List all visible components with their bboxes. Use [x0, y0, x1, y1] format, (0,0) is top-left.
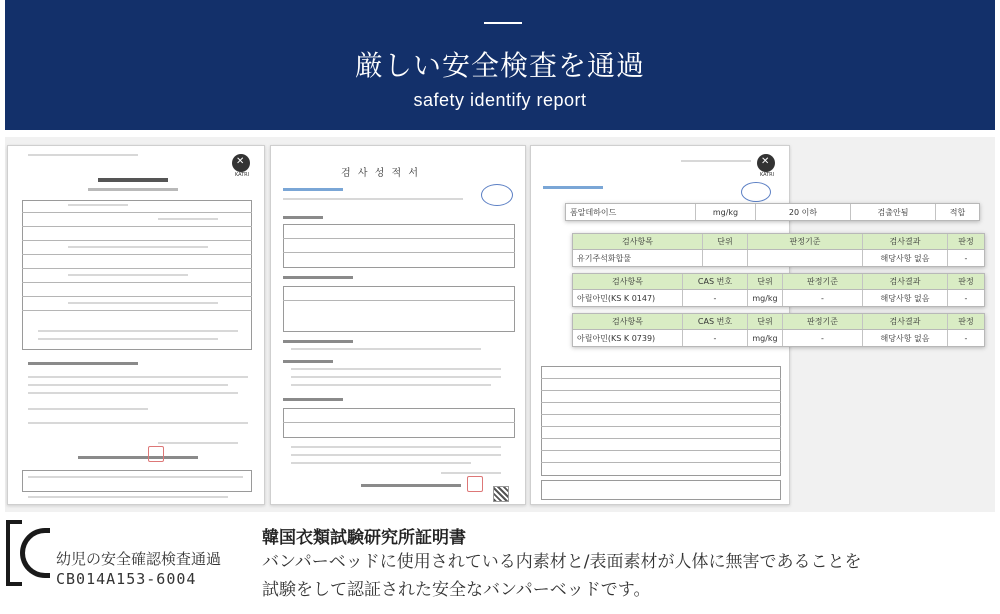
table-cell: - [964, 253, 968, 263]
table-header: 검사결과 [863, 234, 948, 249]
table-cell: - [683, 290, 748, 306]
header-banner [5, 0, 995, 130]
description-line-1: バンパーベッドに使用されている内素材と/表面素材が人体に無害であることを [262, 552, 862, 572]
katri-logo: ✕ KATRI [232, 154, 252, 176]
table-cell [748, 250, 863, 266]
table-header: 판정 [958, 237, 974, 246]
table-cell: - [783, 330, 863, 346]
table-cell: mg/kg [748, 330, 783, 346]
formaldehyde-verdict: 적합 [949, 207, 966, 217]
table-header: 판정 [958, 317, 974, 326]
formaldehyde-unit: mg/kg [696, 204, 756, 220]
table-header: 단위 [703, 234, 748, 249]
banner-subtitle: safety identify report [413, 90, 587, 110]
description-line-2: 試験をして認証された安全なバンパーベッドです。 [262, 580, 651, 600]
kc-certification-icon [6, 520, 50, 588]
table-cell: - [964, 293, 968, 303]
kc-code: CB014A153-6004 [56, 570, 197, 588]
table-cell: 해당사항 없음 [863, 250, 948, 266]
safety-certificate-document [7, 145, 265, 505]
table-cell: - [683, 330, 748, 346]
table-header: 검사항목 [573, 314, 683, 329]
table-cell [703, 250, 748, 266]
table-header: 단위 [748, 274, 783, 289]
table-header: 단위 [748, 314, 783, 329]
table-header: 판정기준 [783, 274, 863, 289]
table-cell: 아릴아민(KS K 0147) [573, 290, 683, 306]
formaldehyde-callout [565, 203, 980, 221]
table-header: CAS 번호 [683, 274, 748, 289]
table-cell: 아릴아민(KS K 0739) [573, 330, 683, 346]
org-certificate-title: 韓国衣類試験研究所証明書 [262, 528, 466, 548]
table-cell: - [964, 333, 968, 343]
table-header: CAS 번호 [683, 314, 748, 329]
report-heading: 검 사 성 적 서 [341, 168, 421, 179]
formaldehyde-limit: 20 이하 [756, 204, 851, 220]
table-cell: 해당사항 없음 [863, 330, 948, 346]
table-header: 판정기준 [783, 314, 863, 329]
kc-label: 幼児の安全確認検査通過 [56, 550, 222, 568]
table-header: 판정 [958, 277, 974, 286]
table-header: 검사결과 [863, 274, 948, 289]
katri-logo-c: ✕ KATRI [757, 154, 777, 176]
table-header: 검사결과 [863, 314, 948, 329]
organotin-callout [572, 233, 985, 267]
table-header: 검사항목 [573, 234, 703, 249]
arylamine-0739-callout [572, 313, 985, 347]
arylamine-0147-callout [572, 273, 985, 307]
table-cell: 해당사항 없음 [863, 290, 948, 306]
table-header: 검사항목 [573, 274, 683, 289]
test-report-document [270, 145, 526, 505]
table-cell: mg/kg [748, 290, 783, 306]
table-cell: - [783, 290, 863, 306]
title-dash [484, 22, 522, 24]
formaldehyde-item: 폼알데하이드 [566, 204, 696, 220]
banner-title: 厳しい安全検査を通過 [354, 49, 645, 82]
table-header: 판정기준 [748, 234, 863, 249]
table-cell: 유기주석화합물 [573, 250, 703, 266]
formaldehyde-result: 검출안됨 [851, 204, 936, 220]
